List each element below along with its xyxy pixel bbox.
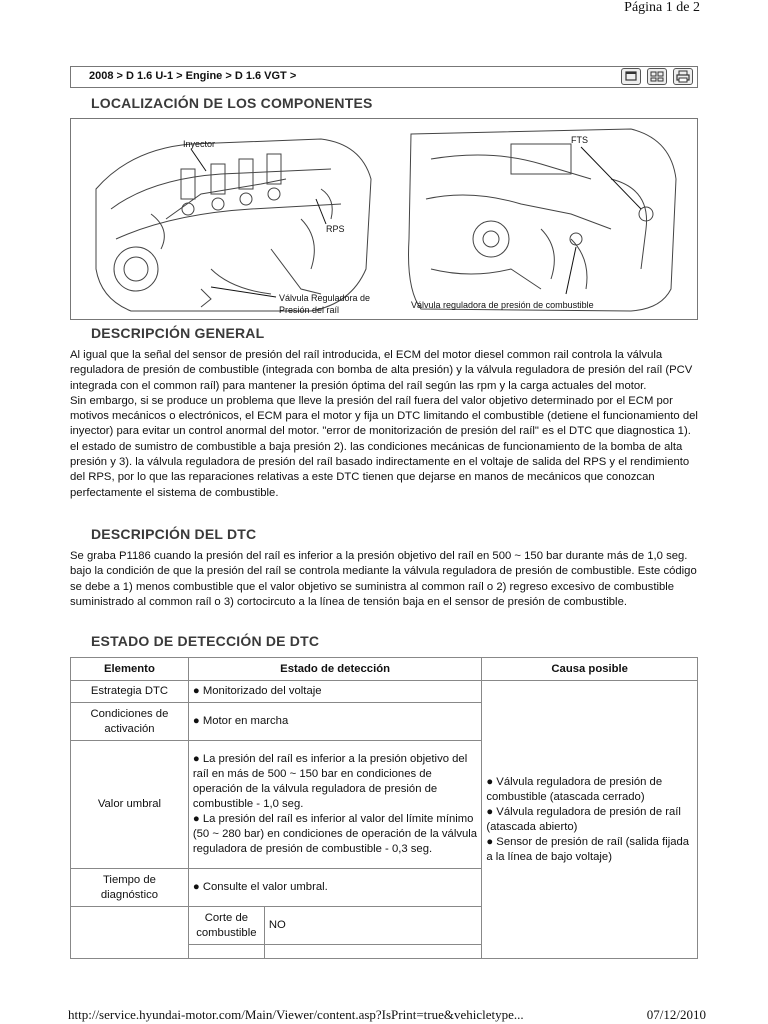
section-heading-localizacion: LOCALIZACIÓN DE LOS COMPONENTES xyxy=(91,95,373,111)
cell-sub-value: NO xyxy=(264,907,482,945)
descripcion-general-p2: Sin embargo, si se produce un problema que lleve la presión del raíl fuera del valor objetivo determinado por el ECM por motivos mecánicos o electrónicos, el ECM para el motor y fija un DTC limitando el combustible (detiene el funcionamiento del inyector) para evitar un control anormal del motor. "error de monitorización de presión del raíl" es el DTC que diagnostica 1). el estado de sumistro de combustible a baja presión 2). las condiciones mecánicas de funcionamiento de la bomba de alta presión y 3). la válvula reguladora de presión del raíl basado indirectamente en el voltaje de salida del RPS y el rendimiento del RPS, por lo que las reparaciones relativas a este DTC tienen que dejarse en manos de mecánicos que conozcan perfectamente el sistema de combustible. xyxy=(70,394,698,499)
engine-illustration xyxy=(71,119,697,319)
header-causa: Causa posible xyxy=(482,658,698,681)
breadcrumb-toolbar xyxy=(621,68,693,85)
breadcrumb-bar xyxy=(70,66,698,88)
label-rps: RPS xyxy=(326,224,345,234)
components-figure xyxy=(70,118,698,320)
cell-estado: ● Monitorizado del voltaje xyxy=(188,681,481,703)
footer-date: 07/12/2010 xyxy=(646,1007,706,1022)
cell-sub-label: Corte de combustible xyxy=(188,907,264,945)
section-heading-descripcion-dtc: DESCRIPCIÓN DEL DTC xyxy=(91,526,257,542)
cell-estado xyxy=(188,741,481,869)
cell-empty xyxy=(264,945,482,959)
causa-item: ● Sensor de presión de raíl (salida fijada a la línea de bajo voltaje) xyxy=(486,835,690,863)
header-estado: Estado de detección xyxy=(188,658,481,681)
header-elemento: Elemento xyxy=(71,658,189,681)
estado-item: ● La presión del raíl es inferior al valor del límite mínimo (50 ~ 280 bar) en condiciones de operación de la válvula reguladora de presión de combustible - 0,3 seg. xyxy=(192,813,478,855)
causa-item: ● Válvula reguladora de presión de combustible (atascada cerrado) xyxy=(486,775,663,803)
cell-elemento: Tiempo de diagnóstico xyxy=(71,869,189,907)
section-heading-descripcion-general: DESCRIPCIÓN GENERAL xyxy=(91,325,265,341)
causa-item: ● Válvula reguladora de presión de raíl (atascada abierto) xyxy=(486,805,681,833)
label-valvula-reguladora-1: Válvula Reguladora de xyxy=(279,293,371,303)
cell-estado: ● Consulte el valor umbral. xyxy=(188,869,481,907)
page-number: Página 1 de 2 xyxy=(624,0,700,15)
label-fts: FTS xyxy=(571,135,588,145)
print-icon[interactable] xyxy=(673,68,693,85)
table-header-row xyxy=(71,658,698,681)
label-valvula-reguladora-2: Presión del raíl xyxy=(279,305,340,315)
cell-elemento: Estrategia DTC xyxy=(71,681,189,703)
label-valvula-combustible: Válvula reguladora de presión de combustible xyxy=(411,300,594,310)
cell-elemento: Valor umbral xyxy=(71,741,189,869)
dtc-detection-table xyxy=(70,657,698,959)
footer-url[interactable]: http://service.hyundai-motor.com/Main/Viewer/content.asp?IsPrint=true&vehicletype... xyxy=(68,1007,524,1022)
expand-icon[interactable] xyxy=(647,68,667,85)
table-row xyxy=(71,681,698,703)
section-heading-estado-deteccion: ESTADO DE DETECCIÓN DE DTC xyxy=(91,633,320,649)
cell-causa-posible xyxy=(482,681,698,959)
label-inyector: Inyector xyxy=(183,139,216,149)
cell-elemento xyxy=(71,907,189,959)
cell-empty xyxy=(188,945,264,959)
descripcion-general-p1: Al igual que la señal del sensor de presión del raíl introducida, el ECM del motor diesel common rail controla la válvula reguladora de presión de combustible (integrada con bomba de alta presión) y la válvula reguladora de presión del raíl (PCV integrada con el common raíl) para mantener la presión óptima del raíl según las rpm y la carga actuales del motor. xyxy=(70,349,693,392)
window-icon[interactable] xyxy=(621,68,641,85)
estado-item: ● La presión del raíl es inferior a la presión objetivo del raíl en más de 500 ~ 150 bar en condiciones de operación de la válvula reguladora de presión de combustible - 1,0 seg. xyxy=(192,753,468,810)
breadcrumb: 2008 > D 1.6 U-1 > Engine > D 1.6 VGT > xyxy=(89,70,297,82)
descripcion-dtc-text xyxy=(70,549,698,610)
descripcion-general-text xyxy=(70,348,698,501)
descripcion-dtc-p1: Se graba P1186 cuando la presión del raíl es inferior a la presión objetivo del raíl en 500 ~ 150 bar durante más de 1,0 seg. bajo la condición de que la presión del raíl se controla mediante la válvula reguladora de presión de combustible. Este código se debe a 1) menos combustible que el valor objetivo se suministra al common raíl o 2) regreso excesivo de combustible suministrado al common raíl o 3) cortocircuto a la línea de tensión baja en el sensor de presión de combustible. xyxy=(70,550,697,608)
cell-estado: ● Motor en marcha xyxy=(188,703,481,741)
cell-elemento: Condiciones de activación xyxy=(71,703,189,741)
